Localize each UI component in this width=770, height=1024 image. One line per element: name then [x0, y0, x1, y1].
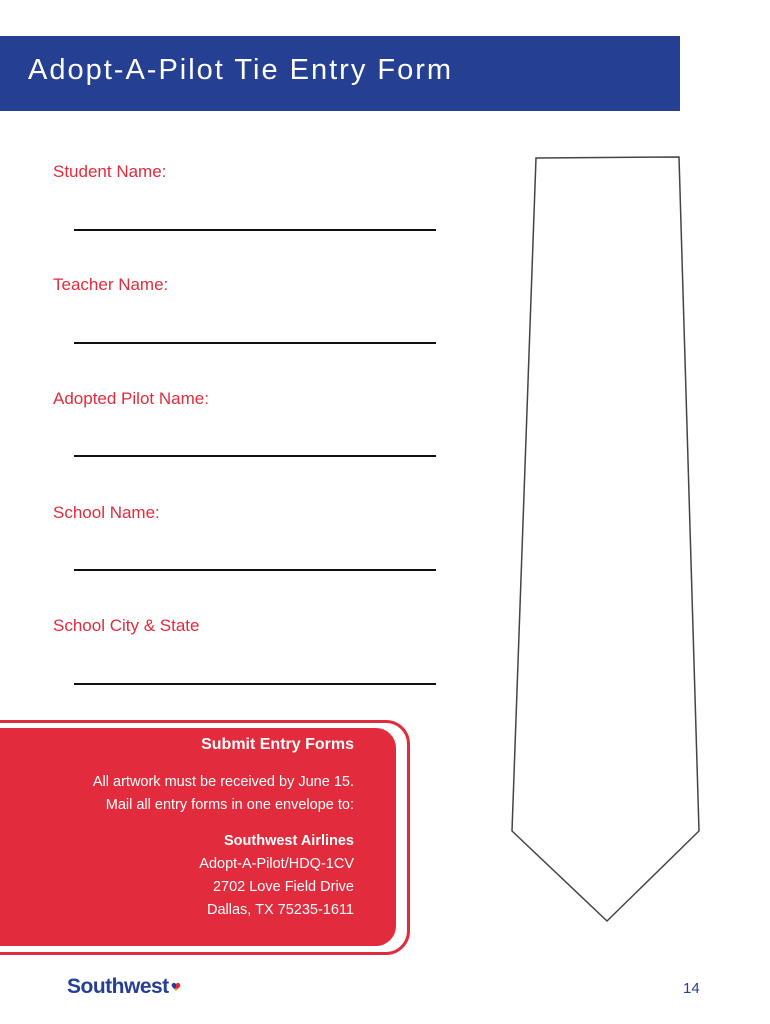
teacher-name-line[interactable]: [74, 342, 436, 344]
submit-heading: Submit Entry Forms: [201, 736, 354, 753]
address-line: Dallas, TX 75235-1611: [207, 902, 354, 918]
mail-company: Southwest Airlines: [224, 833, 354, 849]
mail-address: [40, 853, 354, 922]
southwest-logo: [67, 974, 181, 1000]
page-number: 14: [683, 980, 700, 997]
address-line: 2702 Love Field Drive: [212, 879, 354, 895]
pilot-name-line[interactable]: [74, 455, 436, 457]
page-title: Adopt-A-Pilot Tie Entry Form: [28, 54, 454, 86]
submit-deadline: All artwork must be received by June 15.: [92, 774, 354, 790]
school-city-state-label: School City & State: [53, 616, 200, 635]
submit-instructions: [40, 771, 354, 817]
submit-info: [40, 728, 354, 922]
student-name-line[interactable]: [74, 229, 436, 231]
logo-wordmark: Southwest: [67, 975, 169, 998]
heart-icon: [171, 982, 181, 992]
pilot-name-label: Adopted Pilot Name:: [53, 389, 209, 408]
school-name-line[interactable]: [74, 569, 436, 571]
address-line: Adopt-A-Pilot/HDQ-1CV: [199, 856, 354, 872]
title-banner: [0, 36, 680, 111]
school-name-label: School Name:: [53, 503, 160, 522]
teacher-name-label: Teacher Name:: [53, 275, 169, 294]
student-name-label: Student Name:: [53, 162, 167, 181]
necktie-outline-icon[interactable]: [505, 150, 715, 930]
school-city-state-line[interactable]: [74, 683, 436, 685]
submit-mail-note: Mail all entry forms in one envelope to:: [105, 797, 354, 813]
